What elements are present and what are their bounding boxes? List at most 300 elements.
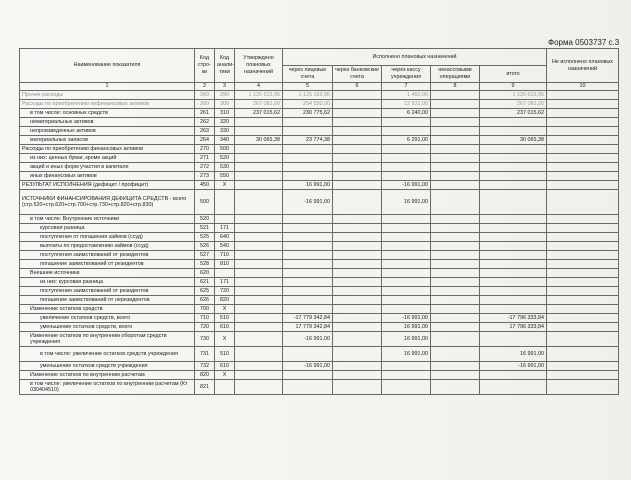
row-bank-accounts <box>333 172 382 181</box>
row-not-executed <box>547 91 619 100</box>
row-cash-desk: 16 991,00 <box>382 332 431 347</box>
row-personal-accounts: -17 779 342,84 <box>283 314 333 323</box>
row-total: 16 991,00 <box>480 347 547 362</box>
header-name: Наименование показателя <box>20 49 195 83</box>
row-name: выплаты по предоставлению займов (ссуд) <box>20 242 195 251</box>
row-cash-desk <box>382 371 431 380</box>
row-name: материальных запасов <box>20 136 195 145</box>
row-approved <box>235 347 283 362</box>
row-analytics-code: 610 <box>215 362 235 371</box>
row-total: 30 065,38 <box>480 136 547 145</box>
row-approved <box>235 154 283 163</box>
row-line-code: 625 <box>195 287 215 296</box>
row-approved <box>235 251 283 260</box>
row-approved <box>235 224 283 233</box>
row-cash-desk <box>382 296 431 305</box>
row-noncash <box>431 190 480 215</box>
table-row <box>20 145 619 154</box>
row-analytics-code: 720 <box>215 287 235 296</box>
row-approved <box>235 371 283 380</box>
row-personal-accounts <box>283 233 333 242</box>
row-personal-accounts <box>283 305 333 314</box>
row-personal-accounts <box>283 215 333 224</box>
form-number-label: Форма 0503737 с.3 <box>548 38 620 47</box>
row-analytics-code: 540 <box>215 242 235 251</box>
row-approved <box>235 305 283 314</box>
table-row <box>20 251 619 260</box>
row-personal-accounts <box>283 127 333 136</box>
header-analytics-code: Код анали-тики <box>215 49 235 83</box>
table-row <box>20 278 619 287</box>
row-approved <box>235 127 283 136</box>
row-analytics-code: 500 <box>215 145 235 154</box>
row-cash-desk <box>382 242 431 251</box>
row-analytics-code: 310 <box>215 109 235 118</box>
row-name: погашение заимствований от нерезидентов <box>20 296 195 305</box>
row-noncash <box>431 242 480 251</box>
row-total: 237 015,62 <box>480 109 547 118</box>
header-noncash: некассовыми операциями <box>431 66 480 83</box>
row-personal-accounts <box>283 163 333 172</box>
row-personal-accounts <box>283 224 333 233</box>
row-not-executed <box>547 224 619 233</box>
row-not-executed <box>547 251 619 260</box>
row-analytics-code: 550 <box>215 172 235 181</box>
row-not-executed <box>547 100 619 109</box>
row-not-executed <box>547 136 619 145</box>
row-analytics-code: 510 <box>215 314 235 323</box>
row-name: увеличение остатков средств, всего <box>20 314 195 323</box>
row-not-executed <box>547 296 619 305</box>
row-name: нематериальных активов <box>20 118 195 127</box>
table-row <box>20 314 619 323</box>
row-personal-accounts <box>283 145 333 154</box>
row-approved <box>235 323 283 332</box>
table-row <box>20 242 619 251</box>
row-cash-desk: 1 460,00 <box>382 91 431 100</box>
row-total <box>480 251 547 260</box>
row-analytics-code: 520 <box>215 154 235 163</box>
row-total <box>480 305 547 314</box>
row-line-code: 626 <box>195 296 215 305</box>
row-approved <box>235 269 283 278</box>
header-approved: Утверждено плановых назначений <box>235 49 283 83</box>
row-not-executed <box>547 233 619 242</box>
row-analytics-code: X <box>215 332 235 347</box>
row-approved <box>235 314 283 323</box>
row-noncash <box>431 215 480 224</box>
row-analytics-code <box>215 380 235 395</box>
row-personal-accounts <box>283 269 333 278</box>
row-noncash <box>431 347 480 362</box>
table-row <box>20 362 619 371</box>
row-total <box>480 118 547 127</box>
row-personal-accounts <box>283 172 333 181</box>
row-line-code: 621 <box>195 278 215 287</box>
row-analytics-code: 610 <box>215 323 235 332</box>
row-bank-accounts <box>333 323 382 332</box>
row-not-executed <box>547 172 619 181</box>
row-name: погашение заимствований от резидентов <box>20 260 195 269</box>
row-personal-accounts: 16 991,00 <box>283 181 333 190</box>
row-line-code: 260 <box>195 100 215 109</box>
row-noncash <box>431 278 480 287</box>
row-bank-accounts <box>333 269 382 278</box>
row-bank-accounts <box>333 127 382 136</box>
row-personal-accounts <box>283 371 333 380</box>
table-row <box>20 181 619 190</box>
row-analytics-code <box>215 190 235 215</box>
row-name: Внешние источники <box>20 269 195 278</box>
row-name: поступления заимствований от резидентов <box>20 287 195 296</box>
row-cash-desk: 16 991,00 <box>382 347 431 362</box>
header-personal-accounts: через лицевые счета <box>283 66 333 83</box>
row-bank-accounts <box>333 181 382 190</box>
table-row <box>20 224 619 233</box>
row-approved <box>235 242 283 251</box>
row-bank-accounts <box>333 118 382 127</box>
row-line-code: 500 <box>195 190 215 215</box>
row-total <box>480 181 547 190</box>
row-cash-desk <box>382 224 431 233</box>
row-bank-accounts <box>333 380 382 395</box>
table-row <box>20 260 619 269</box>
row-line-code: 528 <box>195 260 215 269</box>
row-not-executed <box>547 163 619 172</box>
row-approved <box>235 380 283 395</box>
row-bank-accounts <box>333 242 382 251</box>
row-bank-accounts <box>333 314 382 323</box>
row-total <box>480 260 547 269</box>
header-bank-accounts: через банковские счета <box>333 66 382 83</box>
table-row <box>20 323 619 332</box>
row-noncash <box>431 172 480 181</box>
row-not-executed <box>547 181 619 190</box>
row-noncash <box>431 314 480 323</box>
row-personal-accounts <box>283 118 333 127</box>
row-cash-desk <box>382 362 431 371</box>
row-name: поступления заимствований от резидентов <box>20 251 195 260</box>
row-approved <box>235 233 283 242</box>
row-bank-accounts <box>333 145 382 154</box>
row-personal-accounts <box>283 278 333 287</box>
row-line-code: 620 <box>195 269 215 278</box>
table-row <box>20 380 619 395</box>
row-not-executed <box>547 190 619 215</box>
column-number: 1 <box>20 83 195 91</box>
row-approved <box>235 260 283 269</box>
row-bank-accounts <box>333 260 382 269</box>
row-approved <box>235 190 283 215</box>
row-line-code: 261 <box>195 109 215 118</box>
table-row <box>20 287 619 296</box>
row-noncash <box>431 296 480 305</box>
row-approved <box>235 181 283 190</box>
row-bank-accounts <box>333 305 382 314</box>
row-line-code: 260 <box>195 91 215 100</box>
table-row <box>20 91 619 100</box>
row-total <box>480 278 547 287</box>
row-approved <box>235 287 283 296</box>
table-row <box>20 127 619 136</box>
row-name: акций и иных форм участия в капитале <box>20 163 195 172</box>
row-cash-desk: -16 991,00 <box>382 314 431 323</box>
table-row <box>20 136 619 145</box>
report-table <box>19 48 619 395</box>
row-line-code: 732 <box>195 362 215 371</box>
row-noncash <box>431 323 480 332</box>
row-total <box>480 154 547 163</box>
row-cash-desk <box>382 305 431 314</box>
row-approved: 1 126 623,95 <box>235 91 283 100</box>
row-noncash <box>431 145 480 154</box>
column-number: 8 <box>431 83 480 91</box>
row-noncash <box>431 305 480 314</box>
row-line-code: 262 <box>195 118 215 127</box>
row-noncash <box>431 127 480 136</box>
row-line-code: 264 <box>195 136 215 145</box>
table-row <box>20 154 619 163</box>
row-analytics-code: 530 <box>215 163 235 172</box>
row-cash-desk: 6 240,00 <box>382 109 431 118</box>
row-noncash <box>431 362 480 371</box>
row-total <box>480 190 547 215</box>
row-analytics-code <box>215 269 235 278</box>
header-not-executed: Не исполнено плановых назначений <box>547 49 619 83</box>
row-analytics-code <box>215 215 235 224</box>
row-noncash <box>431 181 480 190</box>
row-line-code: 525 <box>195 233 215 242</box>
row-not-executed <box>547 154 619 163</box>
row-analytics-code: 171 <box>215 224 235 233</box>
row-analytics-code: X <box>215 305 235 314</box>
row-not-executed <box>547 323 619 332</box>
row-bank-accounts <box>333 91 382 100</box>
row-total <box>480 380 547 395</box>
row-cash-desk <box>382 278 431 287</box>
row-total <box>480 224 547 233</box>
row-not-executed <box>547 215 619 224</box>
row-cash-desk: 16 991,00 <box>382 190 431 215</box>
row-noncash <box>431 224 480 233</box>
row-total <box>480 145 547 154</box>
row-line-code: 270 <box>195 145 215 154</box>
row-personal-accounts: 23 774,38 <box>283 136 333 145</box>
table-header <box>20 49 619 91</box>
row-line-code: 731 <box>195 347 215 362</box>
column-number: 3 <box>215 83 235 91</box>
row-name: Расходы по приобретению финансовых активов <box>20 145 195 154</box>
row-not-executed <box>547 278 619 287</box>
row-line-code: 821 <box>195 380 215 395</box>
row-cash-desk <box>382 380 431 395</box>
row-analytics-code: 330 <box>215 127 235 136</box>
row-analytics-code: 640 <box>215 233 235 242</box>
row-analytics-code: 810 <box>215 260 235 269</box>
row-personal-accounts <box>283 251 333 260</box>
row-bank-accounts <box>333 287 382 296</box>
row-total <box>480 287 547 296</box>
row-not-executed <box>547 287 619 296</box>
row-approved <box>235 145 283 154</box>
row-personal-accounts <box>283 287 333 296</box>
row-noncash <box>431 332 480 347</box>
row-noncash <box>431 233 480 242</box>
row-line-code: 273 <box>195 172 215 181</box>
row-name: Расходы по приобретению нефинансовых активов <box>20 100 195 109</box>
row-cash-desk <box>382 269 431 278</box>
row-not-executed <box>547 118 619 127</box>
row-line-code: 720 <box>195 323 215 332</box>
row-bank-accounts <box>333 224 382 233</box>
row-analytics-code: 340 <box>215 136 235 145</box>
row-noncash <box>431 380 480 395</box>
row-total: -16 991,00 <box>480 362 547 371</box>
table-row <box>20 371 619 380</box>
row-approved <box>235 163 283 172</box>
table-row <box>20 190 619 215</box>
row-noncash <box>431 100 480 109</box>
row-total <box>480 215 547 224</box>
row-personal-accounts: 254 550,00 <box>283 100 333 109</box>
row-line-code: 263 <box>195 127 215 136</box>
row-total: 17 796 333,84 <box>480 323 547 332</box>
row-analytics-code: 320 <box>215 118 235 127</box>
row-line-code: 272 <box>195 163 215 172</box>
row-approved: 237 015,62 <box>235 109 283 118</box>
row-personal-accounts <box>283 154 333 163</box>
row-personal-accounts <box>283 380 333 395</box>
row-analytics-code: 171 <box>215 278 235 287</box>
row-analytics-code: 710 <box>215 251 235 260</box>
row-analytics-code: X <box>215 371 235 380</box>
row-cash-desk <box>382 287 431 296</box>
row-total <box>480 242 547 251</box>
column-number-row <box>20 83 619 91</box>
row-name: в том числе: увеличение остатков средств учреждения <box>20 347 195 362</box>
row-noncash <box>431 91 480 100</box>
row-personal-accounts: 230 775,62 <box>283 109 333 118</box>
row-name: в том числе: основных средств <box>20 109 195 118</box>
row-line-code: 526 <box>195 242 215 251</box>
row-cash-desk: -16 991,00 <box>382 181 431 190</box>
row-line-code: 820 <box>195 371 215 380</box>
header-line-code: Код стро-ки <box>195 49 215 83</box>
row-name: поступления от погашения займов (ссуд) <box>20 233 195 242</box>
row-not-executed <box>547 314 619 323</box>
row-name: из них: ценных бумаг, кроме акций <box>20 154 195 163</box>
row-total: 267 081,00 <box>480 100 547 109</box>
row-analytics-code: 820 <box>215 296 235 305</box>
row-cash-desk: 16 991,00 <box>382 323 431 332</box>
row-personal-accounts <box>283 296 333 305</box>
table-row <box>20 118 619 127</box>
row-approved <box>235 172 283 181</box>
row-noncash <box>431 371 480 380</box>
row-name: Изменение остатков средств <box>20 305 195 314</box>
row-name: ИСТОЧНИКИ ФИНАНСИРОВАНИЯ ДЕФИЦИТА СРЕДСТВ - всего (стр.520+стр.620+стр.700+стр.730+стр.820+стр.830) <box>20 190 195 215</box>
row-name: из них: курсовая разница <box>20 278 195 287</box>
row-approved: 267 081,00 <box>235 100 283 109</box>
table-row <box>20 296 619 305</box>
row-bank-accounts <box>333 233 382 242</box>
row-personal-accounts <box>283 347 333 362</box>
row-not-executed <box>547 242 619 251</box>
row-cash-desk <box>382 127 431 136</box>
row-line-code: 527 <box>195 251 215 260</box>
column-number: 10 <box>547 83 619 91</box>
row-total <box>480 172 547 181</box>
column-number: 4 <box>235 83 283 91</box>
row-bank-accounts <box>333 154 382 163</box>
row-line-code: 521 <box>195 224 215 233</box>
row-line-code: 271 <box>195 154 215 163</box>
table-row <box>20 347 619 362</box>
row-noncash <box>431 118 480 127</box>
row-name: курсовая разница <box>20 224 195 233</box>
row-name: Прочие расходы <box>20 91 195 100</box>
row-approved <box>235 278 283 287</box>
column-number: 6 <box>333 83 382 91</box>
row-total <box>480 163 547 172</box>
row-approved <box>235 118 283 127</box>
row-bank-accounts <box>333 371 382 380</box>
row-line-code: 700 <box>195 305 215 314</box>
row-cash-desk: 12 531,00 <box>382 100 431 109</box>
row-analytics-code: X <box>215 181 235 190</box>
row-total: -17 796 333,84 <box>480 314 547 323</box>
row-personal-accounts <box>283 260 333 269</box>
table-row <box>20 163 619 172</box>
row-name: иных финансовых активов <box>20 172 195 181</box>
header-executed: Исполнено плановых назначений <box>283 49 547 66</box>
row-bank-accounts <box>333 163 382 172</box>
row-personal-accounts: -16 991,00 <box>283 362 333 371</box>
row-name: Изменение остатков по внутренним расчетам <box>20 371 195 380</box>
row-personal-accounts: 1 125 163,95 <box>283 91 333 100</box>
row-noncash <box>431 136 480 145</box>
row-not-executed <box>547 371 619 380</box>
row-not-executed <box>547 362 619 371</box>
row-noncash <box>431 287 480 296</box>
row-bank-accounts <box>333 190 382 215</box>
row-cash-desk: 6 291,00 <box>382 136 431 145</box>
row-total <box>480 269 547 278</box>
row-approved <box>235 296 283 305</box>
table-row <box>20 215 619 224</box>
row-bank-accounts <box>333 278 382 287</box>
row-line-code: 520 <box>195 215 215 224</box>
row-total <box>480 371 547 380</box>
row-noncash <box>431 163 480 172</box>
row-bank-accounts <box>333 296 382 305</box>
column-number: 7 <box>382 83 431 91</box>
row-noncash <box>431 251 480 260</box>
row-name: РЕЗУЛЬТАТ ИСПОЛНЕНИЯ (дефицит / профицит) <box>20 181 195 190</box>
column-number: 9 <box>480 83 547 91</box>
table-row <box>20 305 619 314</box>
row-analytics-code: 290 <box>215 91 235 100</box>
row-bank-accounts <box>333 109 382 118</box>
row-cash-desk <box>382 251 431 260</box>
column-number: 2 <box>195 83 215 91</box>
row-line-code: 730 <box>195 332 215 347</box>
row-cash-desk <box>382 163 431 172</box>
row-cash-desk <box>382 233 431 242</box>
row-cash-desk <box>382 172 431 181</box>
row-cash-desk <box>382 154 431 163</box>
row-not-executed <box>547 305 619 314</box>
